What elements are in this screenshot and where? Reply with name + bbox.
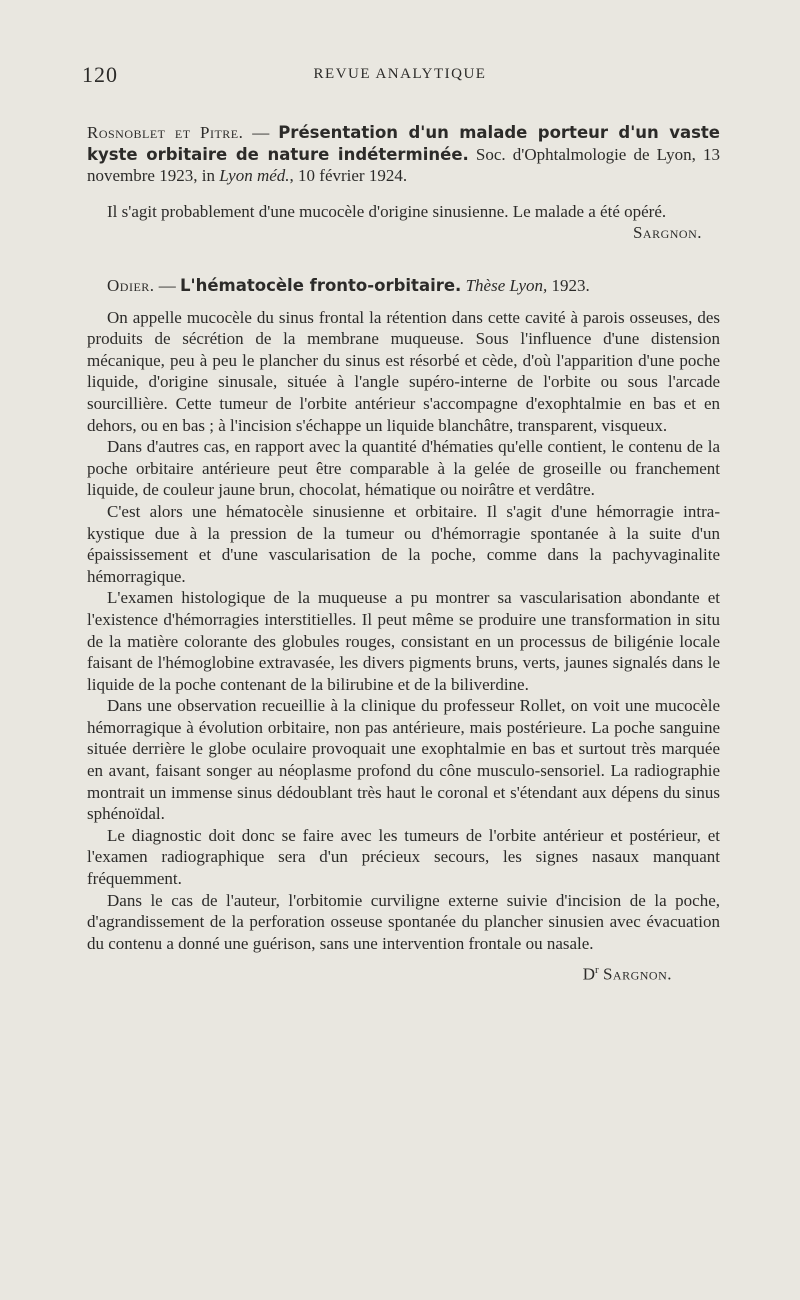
signature-name: Sargnon. [602, 965, 672, 985]
entry-2-heading [87, 275, 720, 297]
entry-1-date: , 10 février 1924. [289, 166, 408, 186]
entry-2-title: L'hématocèle fronto-orbitaire. [180, 276, 462, 295]
entry-1-journal: Lyon méd. [219, 166, 290, 186]
running-title: REVUE ANALYTIQUE [313, 66, 487, 82]
entry-2-author: Odier. [107, 276, 155, 295]
paragraph: C'est alors une hématocèle sinusienne et orbitaire. Il s'agit d'une hémorragie intra-kystique due à la pression de la tumeur ou d'hémorragie spontanée à la suite d'un épaississement et d'une vascularisation de la poche, comme dans la pachyvaginalite hémorragique. [87, 501, 720, 586]
paragraph: Le diagnostic doit donc se faire avec les tumeurs de l'orbite antérieur et postérieur, et l'examen radiographique sera d'un précieux secours, les signes nasaux manquant fréquemment. [87, 825, 720, 889]
paragraph: L'examen histologique de la muqueuse a pu montrer sa vascularisation abondante et l'existence d'hémorragies interstitielles. Il peut même se produire une transformation in situ de la matière colorante des globules rouges, consistant en un processus de biligénie locale faisant de l'hémoglobine extravasée, les divers pigments bruns, verts, jaunes signalés dans le liquide de la poche contenant de la bilirubine et de la biliverdine. [87, 588, 720, 694]
entry-1-source: Soc. d'Ophtalmologie de Lyon, 13 novembre 1923, in [87, 144, 720, 186]
entry-1-title: Présentation d'un malade porteur d'un vaste kyste orbitaire de nature indéterminée. [87, 123, 720, 164]
entry-2-source: Thèse Lyon, [465, 276, 548, 295]
entry-1-signature: Sargnon. [632, 223, 702, 243]
review-entry-2 [87, 275, 720, 986]
entry-2-signature [87, 960, 672, 985]
signature-title-sup: r [595, 964, 599, 977]
entry-1-abstract: Il s'agit probablement d'une mucocèle d'origine sinusienne. Le malade a été opéré. [107, 201, 667, 221]
paragraph: Dans le cas de l'auteur, l'orbitomie curviligne externe suivie d'incision de la poche, d'agrandissement de la perforation osseuse spontanée du plancher sinusien avec évacuation du contenu a donné une guérison, sans une intervention frontale ou nasale. [87, 890, 720, 953]
page-header [0, 62, 800, 86]
paragraph: On appelle mucocèle du sinus frontal la rétention dans cette cavité à parois osseuses, des produits de sécrétion de la membrane muqueuse. Sous l'influence d'une distension mécanique, peu à peu le plancher du sinus est résorbé et cède, d'où l'apparition d'une poche liquide, d'origine sinusale, située à l'angle supéro-interne de l'orbite ou sous l'arcade sourcillière. Cette tumeur de l'orbite antérieur s'accompagne d'exophtalmie en bas et en dehors, ou en bas ; à l'incision s'échappe un liquide blanchâtre, transparent, visqueux. [87, 307, 720, 435]
review-entry-1 [87, 122, 720, 244]
paragraph: Dans d'autres cas, en rapport avec la quantité d'hématies qu'elle contient, le contenu de la poche orbitaire antérieure peut être comparable à la gelée de groseille ou franchement liquide, de couleur jaune brun, chocolat, hématique ou noirâtre et verdâtre. [87, 437, 720, 500]
page-number: 120 [82, 62, 118, 87]
entry-1-dash: — [243, 123, 279, 142]
entry-2-year: 1923. [547, 276, 590, 295]
paragraph: Dans une observation recueillie à la clinique du professeur Rollet, on voit une mucocèle hémorragique à évolution orbitaire, non pas antérieure, mais postérieure. La poche sanguine située derrière le globe oculaire provoquait une exophtalmie en bas et surtout très marquée en avant, faisant songer au néoplasme profond du cône musculo-sensoriel. La radiographie montrait un immense sinus dédoublant très haut le coronal et s'étendant aux dépens du sinus sphénoïdal. [87, 696, 720, 824]
entry-1-authors: Rosnoblet et Pitre. [87, 123, 244, 142]
entry-1-heading [87, 122, 720, 187]
signature-title: D [582, 965, 596, 985]
entry-2-dash: — [154, 276, 181, 295]
